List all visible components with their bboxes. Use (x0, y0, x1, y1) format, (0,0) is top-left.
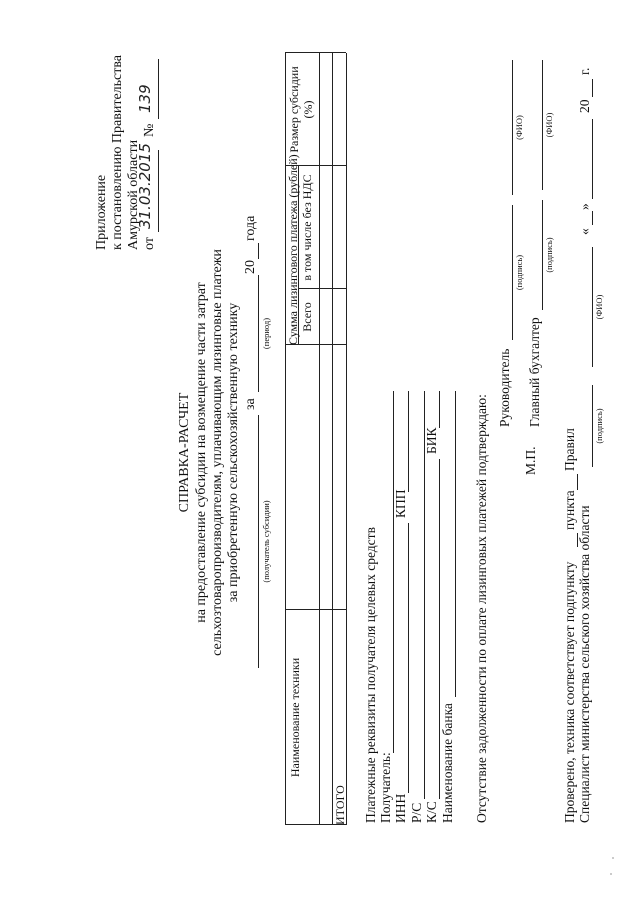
col-subsidy-percent: Размер субсидии (287, 66, 301, 153)
col-lease-without-vat: в том числе без НДС (300, 174, 314, 281)
head-fio-caption: (ФИО) (514, 115, 524, 140)
document-title: СПРАВКА-РАСЧЕТ (177, 392, 192, 513)
date-quote-close: » (577, 203, 592, 210)
bank-label: Наименование банка (440, 703, 455, 823)
appendix-line1: Приложение (94, 174, 109, 250)
title-line1: на предоставление субсидии на возмещение части затрат (194, 282, 209, 623)
kpp-label: КПП (393, 489, 408, 518)
verified-point: пункта (562, 490, 577, 530)
accountant-fio-caption: (ФИО) (544, 112, 554, 138)
appendix-date-line (158, 150, 159, 232)
appendix-line3: Амурской области (126, 139, 141, 250)
accountant-fio-line (542, 60, 543, 190)
requisites-title: Платежные реквизиты получателя целевых средств (363, 527, 378, 823)
head-sign-line (512, 205, 513, 340)
bank-field-line (455, 391, 456, 697)
recipient-field-line (393, 391, 394, 753)
period-line (258, 275, 259, 392)
specialist-fio-caption: (ФИО) (594, 294, 604, 320)
table-head-border (319, 53, 320, 825)
head-label: Руководитель (497, 348, 512, 427)
specialist-fio-line (592, 247, 593, 367)
table-row-border (332, 53, 333, 825)
verified-text: Проверено, техника соответствует подпункту (562, 561, 577, 823)
rs-label: Р/С (409, 802, 424, 823)
appendix-number-prefix: № (142, 123, 157, 137)
debt-confirm-text: Отсутствие задолженности по оплате лизинговых платежей подтверждаю: (474, 394, 489, 823)
date-day-line (592, 211, 593, 225)
col-equipment-name: Наименование техники (288, 657, 302, 778)
specialist-sign-caption: (подпись) (594, 408, 604, 444)
point-line (577, 474, 578, 490)
year-suffix: года (243, 215, 258, 241)
col-lease-payment-group: Сумма лизингового платежа (рублей) (286, 154, 300, 345)
appendix-number-line (158, 59, 159, 119)
recipient-label: Получатель: (378, 752, 393, 823)
bik-label: БИК (424, 427, 439, 454)
accountant-sign-line (542, 200, 543, 310)
specialist-sign-line (592, 385, 593, 467)
stamp-mp: М.П. (523, 446, 538, 475)
head-sign-caption: (подпись) (514, 254, 524, 291)
date-quote-open: « (577, 228, 592, 235)
ks-label: К/С (424, 801, 439, 823)
title-line3: за приобретенную сельскохозяйственную технику (226, 302, 241, 603)
col-subsidy-percent-unit: (%) (301, 100, 315, 119)
appendix-line2: к постановлению Правительства (110, 54, 125, 250)
date-year-g: г. (577, 67, 592, 75)
appendix-number-value: 139 (136, 84, 154, 113)
verified-rules: Правил (562, 428, 577, 471)
specialist-label: Специалист министерства сельского хозяйства области (577, 505, 592, 823)
date-year-line (592, 79, 593, 97)
date-year-20: 20 (577, 99, 592, 113)
scan-artifact (612, 857, 614, 859)
table-bottom-border (346, 53, 347, 825)
za-label: за (243, 398, 258, 410)
appendix-date-prefix: от (142, 237, 157, 250)
kpp-field-line (408, 391, 409, 492)
scan-artifact (610, 873, 612, 875)
appendix-date-value: 31.03.2015 (136, 143, 154, 229)
date-month-line (592, 119, 593, 199)
caption-recipient: (получатель субсидии) (261, 500, 271, 583)
inn-label: ИНН (393, 793, 408, 823)
recipient-line (258, 415, 259, 668)
inn-field-line (408, 523, 409, 793)
accountant-label: Главный бухгалтер (527, 317, 542, 427)
bik-field-line (439, 391, 440, 428)
year-20: 20 (243, 260, 258, 274)
year-line (258, 243, 259, 259)
total-label: ИТОГО (333, 785, 347, 825)
head-fio-line (512, 60, 513, 195)
accountant-sign-caption: (подпись) (544, 237, 554, 273)
col-lease-total: Всего (300, 302, 314, 332)
title-line2: сельхозтоваропроизводителям, уплачивающим лизинговые платежи (210, 249, 225, 656)
caption-period: (период) (261, 317, 271, 350)
